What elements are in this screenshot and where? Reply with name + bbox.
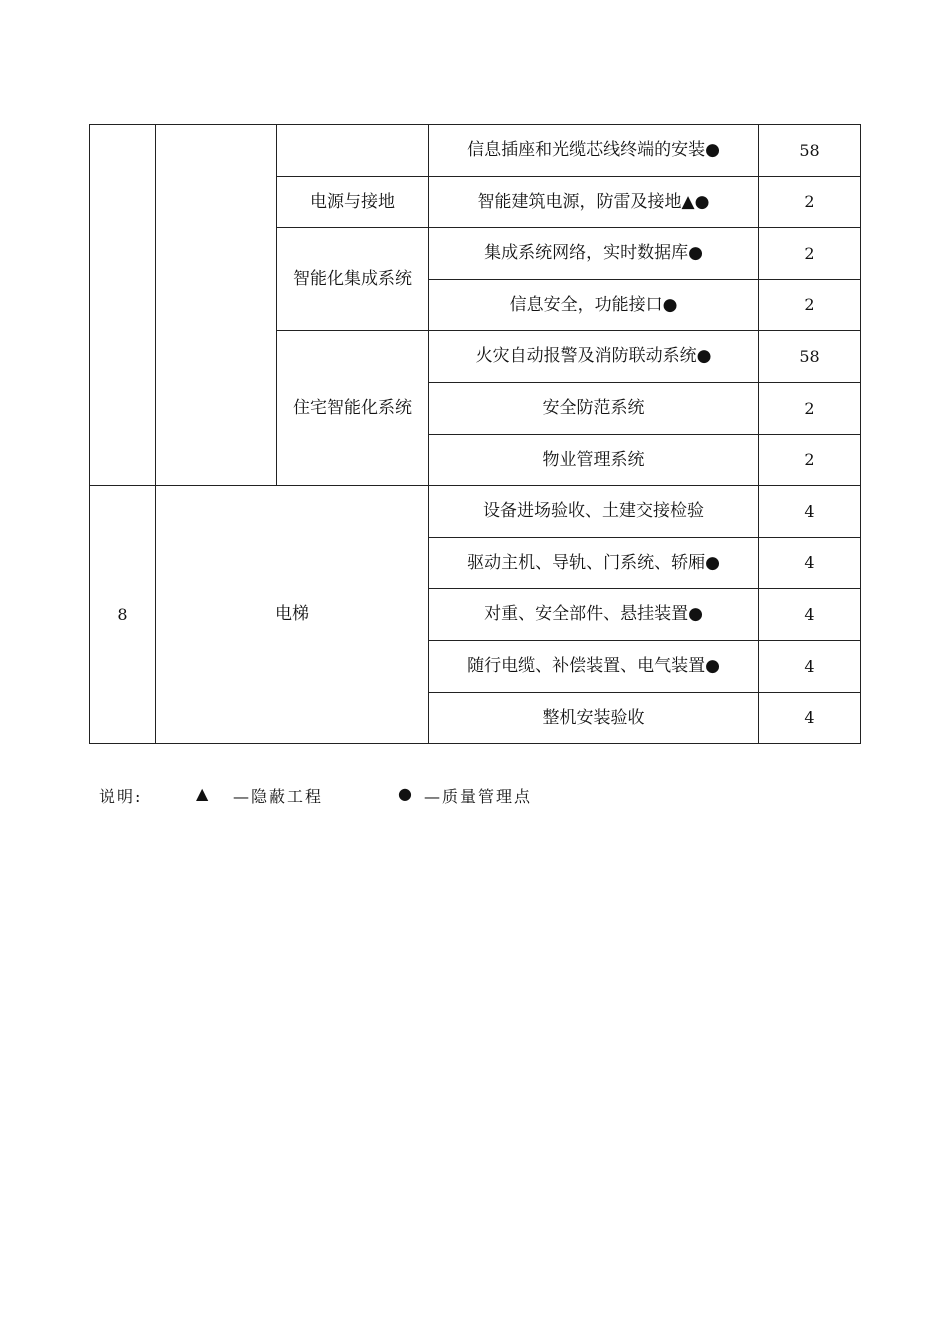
value-cell: 2 <box>759 228 861 280</box>
item-cell: 信息插座和光缆芯线终端的安装● <box>429 125 759 177</box>
value-cell: 2 <box>759 176 861 228</box>
category-cell: 电梯 <box>156 486 429 744</box>
value-cell: 58 <box>759 125 861 177</box>
index-cell: 8 <box>90 486 156 744</box>
value-cell: 4 <box>759 640 861 692</box>
index-cell-empty <box>90 125 156 486</box>
value-cell: 2 <box>759 279 861 331</box>
table-row <box>90 125 861 177</box>
category-cell-empty <box>156 125 277 486</box>
triangle-icon: ▲ <box>196 784 211 803</box>
item-cell: 智能建筑电源，防雷及接地▲● <box>429 176 759 228</box>
item-cell: 整机安装验收 <box>429 692 759 744</box>
item-cell: 对重、安全部件、悬挂装置● <box>429 589 759 641</box>
value-cell: 4 <box>759 589 861 641</box>
item-cell: 设备进场验收、土建交接检验 <box>429 486 759 538</box>
value-cell: 4 <box>759 486 861 538</box>
legend-quality-point: —质量管理点 <box>424 787 533 806</box>
value-cell: 2 <box>759 434 861 486</box>
value-cell: 4 <box>759 537 861 589</box>
value-cell: 2 <box>759 382 861 434</box>
item-cell: 物业管理系统 <box>429 434 759 486</box>
item-cell: 随行电缆、补偿装置、电气装置● <box>429 640 759 692</box>
subcategory-cell: 电源与接地 <box>277 176 429 228</box>
item-cell: 火灾自动报警及消防联动系统● <box>429 331 759 383</box>
item-cell: 信息安全，功能接口● <box>429 279 759 331</box>
inspection-table <box>89 124 861 744</box>
value-cell: 4 <box>759 692 861 744</box>
value-cell: 58 <box>759 331 861 383</box>
subcategory-cell-empty <box>277 125 429 177</box>
dot-icon: ● <box>398 784 414 803</box>
subcategory-cell: 智能化集成系统 <box>277 228 429 331</box>
item-cell: 驱动主机、导轨、门系统、轿厢● <box>429 537 759 589</box>
legend-hidden-works: —隐蔽工程 <box>233 787 324 806</box>
item-cell: 集成系统网络，实时数据库● <box>429 228 759 280</box>
table-row <box>90 486 861 538</box>
legend-label: 说明: <box>99 787 143 806</box>
item-cell: 安全防范系统 <box>429 382 759 434</box>
subcategory-cell: 住宅智能化系统 <box>277 331 429 486</box>
